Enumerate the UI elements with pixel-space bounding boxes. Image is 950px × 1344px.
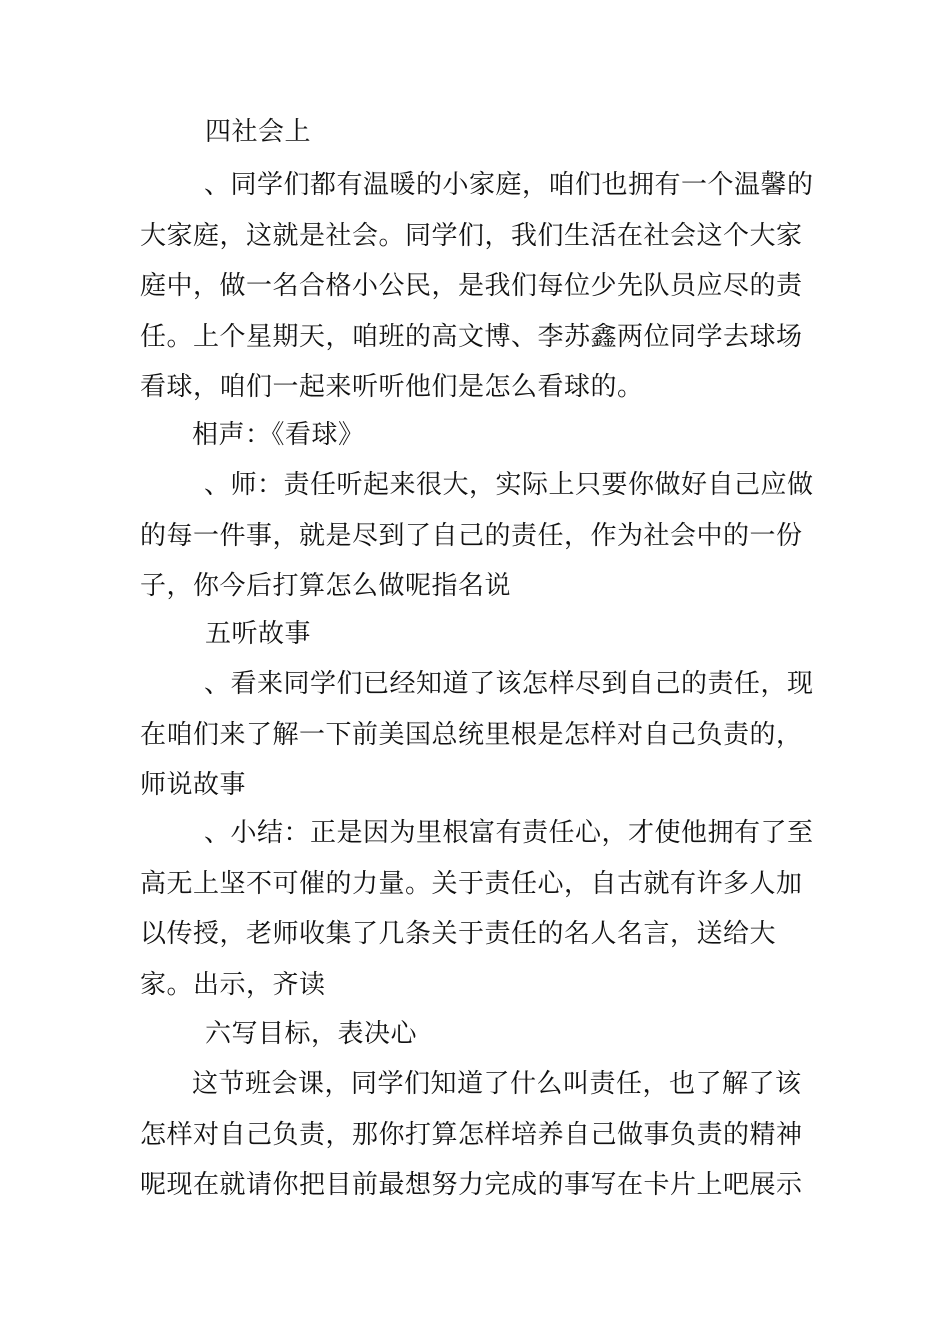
section-heading-goals: 六写目标，表决心 — [205, 1019, 418, 1049]
section-heading-society: 四社会上 — [205, 117, 312, 147]
paragraph-story-intro: 、看来同学们已经知道了该怎样尽到自己的责任，现在咱们来了解一下前美国总统里根是怎样对自己负责的，师说故事 — [140, 669, 814, 800]
paragraph-goals: 这节班会课，同学们知道了什么叫责任，也了解了该怎样对自己负责，那你打算怎样培养自己做事负责的精神呢现在就请你把目前最想努力完成的事写在卡片上吧展示 — [140, 1069, 803, 1200]
paragraph-summary: 、小结：正是因为里根富有责任心，才使他拥有了至高无上坚不可催的力量。关于责任心，自古就有许多人加以传授，老师收集了几条关于责任的名人名言，送给大家。出示，齐读 — [140, 818, 814, 1000]
section-heading-story: 五听故事 — [205, 619, 312, 649]
paragraph-teacher-responsibility: 、师：责任听起来很大，实际上只要你做好自己应做的每一件事，就是尽到了自己的责任，作为社会中的一份子，你今后打算怎么做呢指名说 — [140, 470, 814, 601]
crosstalk-title: 相声：《看球》 — [192, 420, 365, 450]
paragraph-society-intro: 、同学们都有温暖的小家庭，咱们也拥有一个温馨的大家庭，这就是社会。同学们，我们生活在社会这个大家庭中，做一名合格小公民，是我们每位少先队员应尽的责任。上个星期天，咱班的高文博、李苏鑫两位同学去球场看球，咱们一起来听听他们是怎么看球的。 — [140, 170, 814, 402]
